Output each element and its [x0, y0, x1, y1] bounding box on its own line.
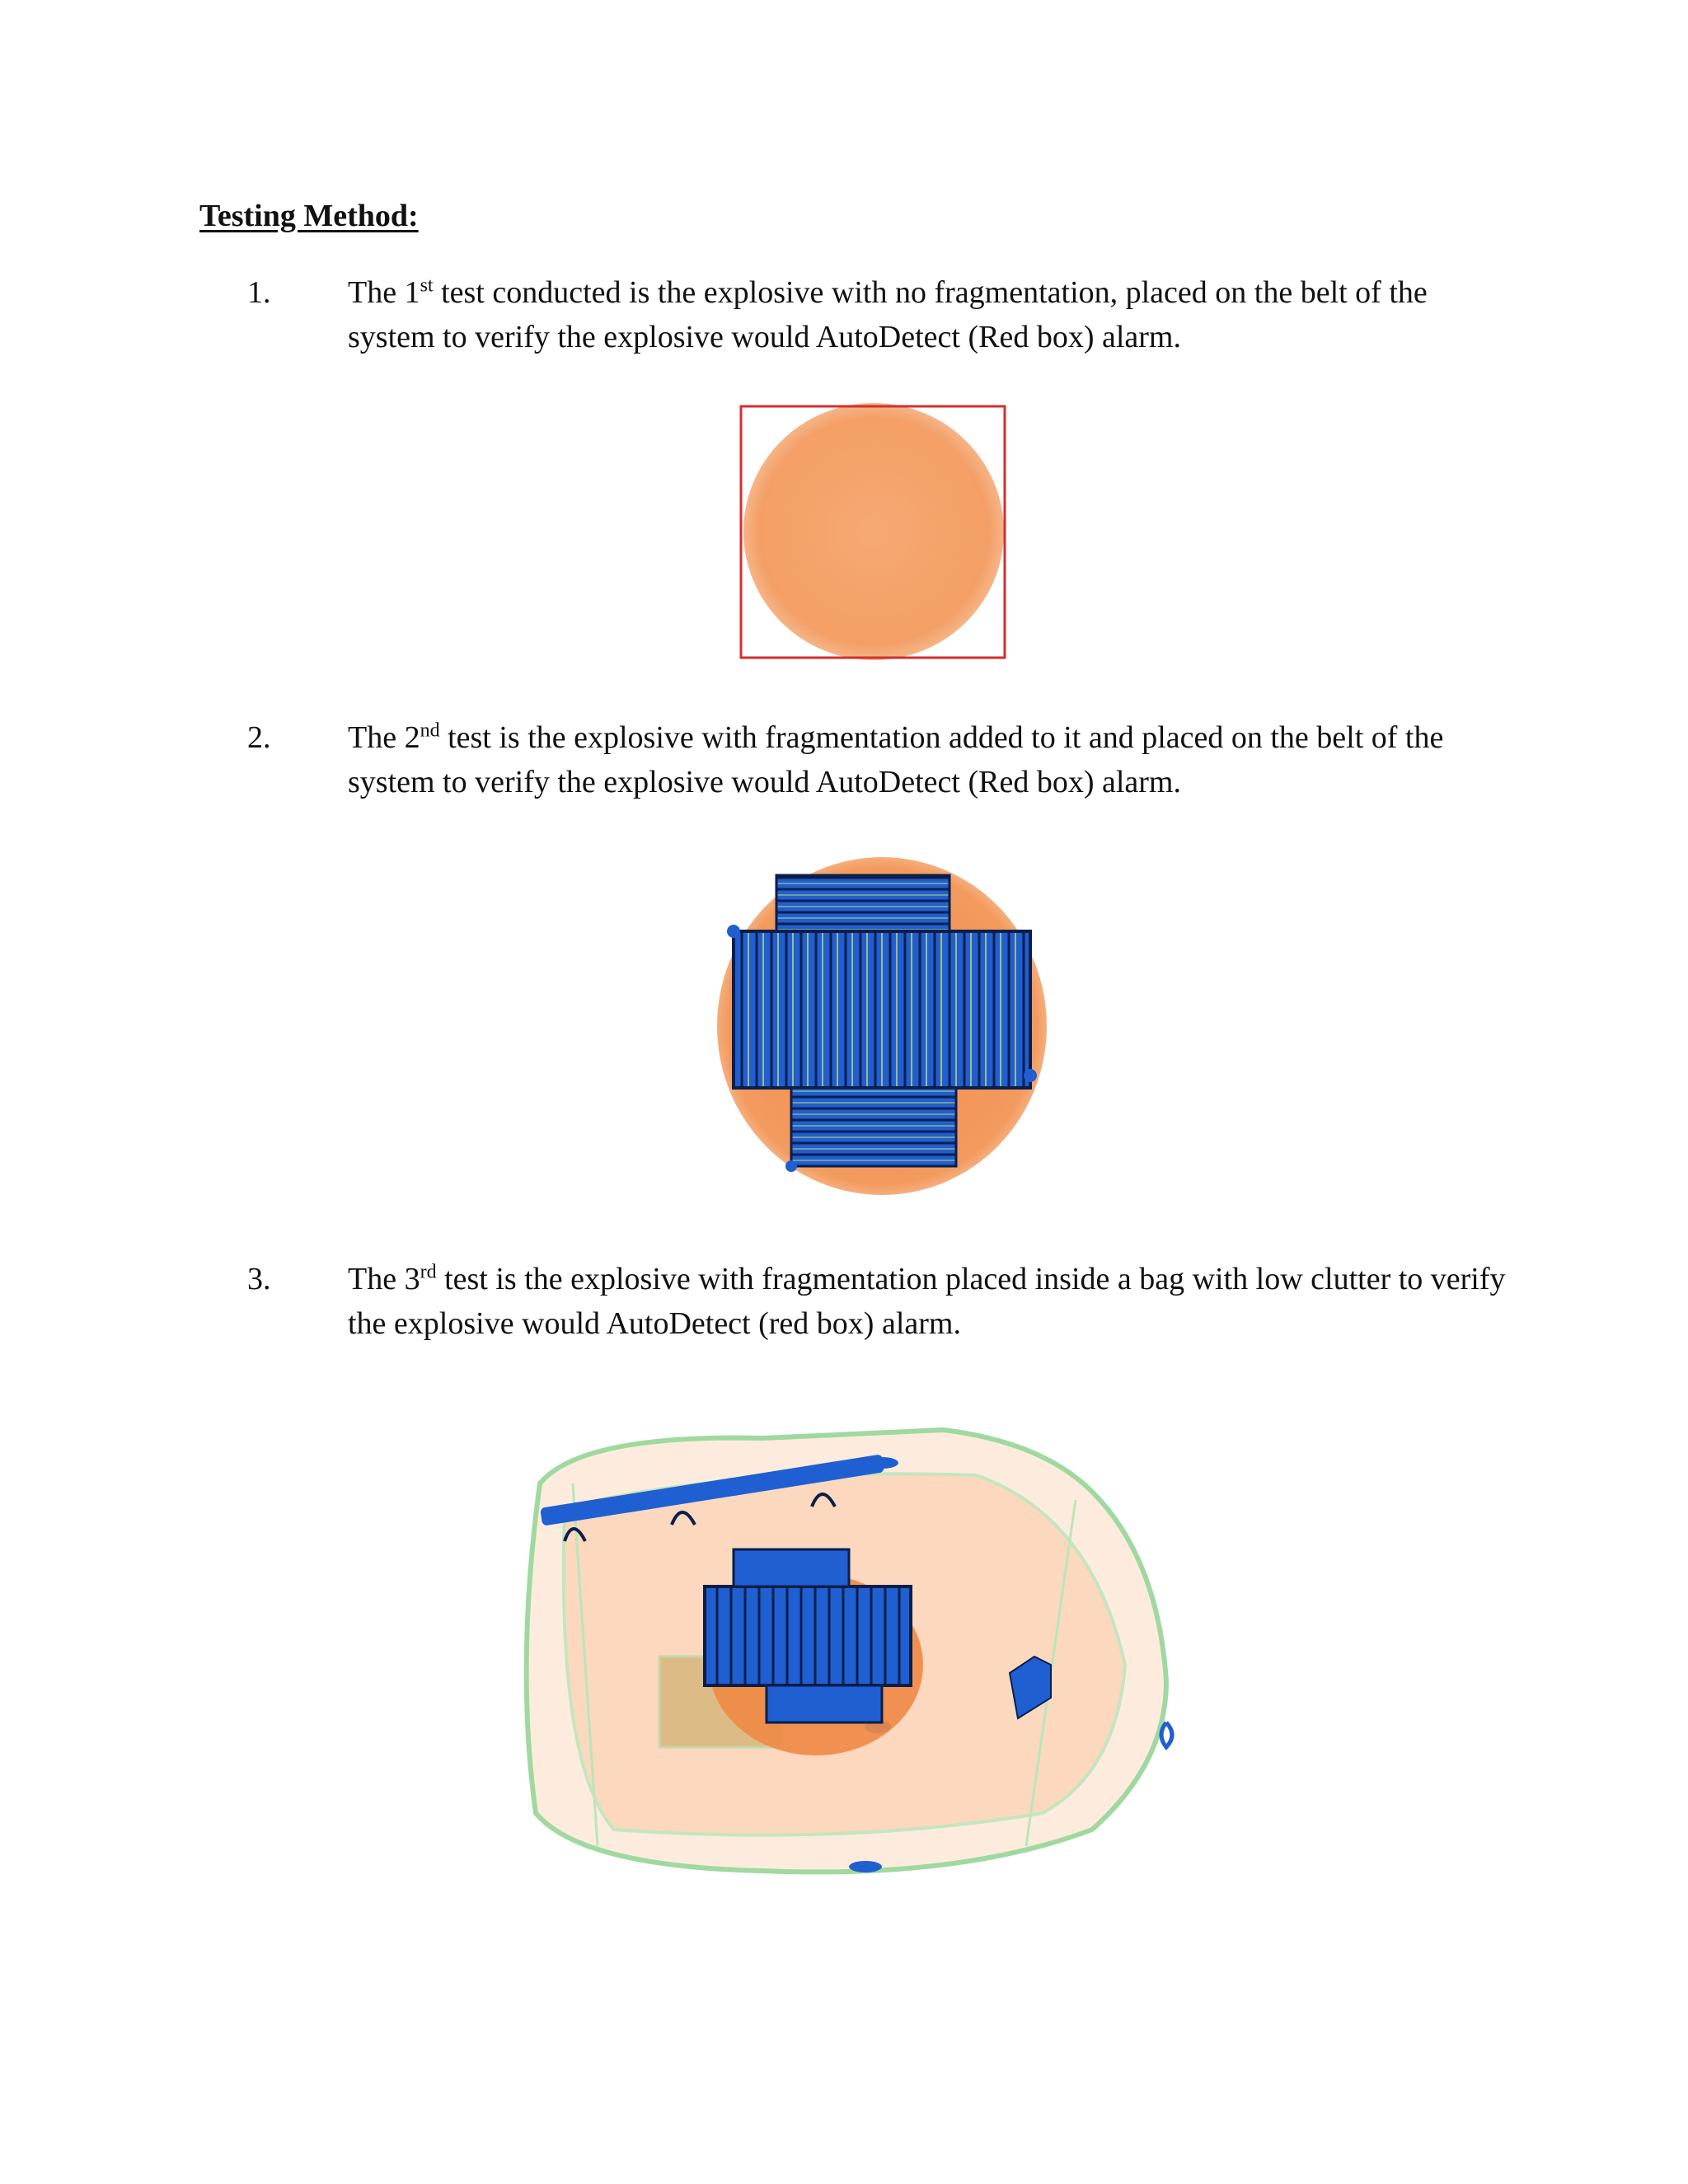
fragmentation-coil-bottom — [791, 1088, 956, 1166]
xray-bag-low-clutter-image — [515, 1418, 1175, 1879]
list-number-3: 3. — [247, 1262, 271, 1296]
xray-explosive-no-fragmentation-image — [734, 400, 1014, 668]
explosive-blob — [743, 403, 1004, 660]
xray-explosive-with-fragmentation-image — [709, 841, 1055, 1207]
list-number-1: 1. — [247, 275, 271, 310]
ordinal-suffix: rd — [420, 1261, 437, 1283]
section-heading: Testing Method: — [199, 199, 419, 233]
fragmentation-coil-top — [734, 1549, 849, 1586]
list-item-2-text: The 2nd test is the explosive with fragmentation added to it and placed on the belt of the system to verify the explosive would AutoDetect (Red box) alarm. — [348, 719, 1444, 799]
fragmentation-coil-bottom — [767, 1685, 882, 1722]
list-item-3-text: The 3rd test is the explosive with fragmentation placed inside a bag with low clutter to verify the explosive would AutoDetect (red box) alarm. — [348, 1261, 1506, 1341]
fragmentation-coil-main — [705, 1586, 911, 1685]
fragmentation-coil-main — [734, 931, 1030, 1088]
ordinal-suffix: st — [420, 274, 434, 297]
ordinal-suffix: nd — [420, 719, 440, 742]
list-item-1-text: The 1st test conducted is the explosive with no fragmentation, placed on the belt of the system to verify the explosive would AutoDetect (Red box) alarm. — [348, 274, 1428, 354]
list-number-2: 2. — [247, 720, 271, 755]
